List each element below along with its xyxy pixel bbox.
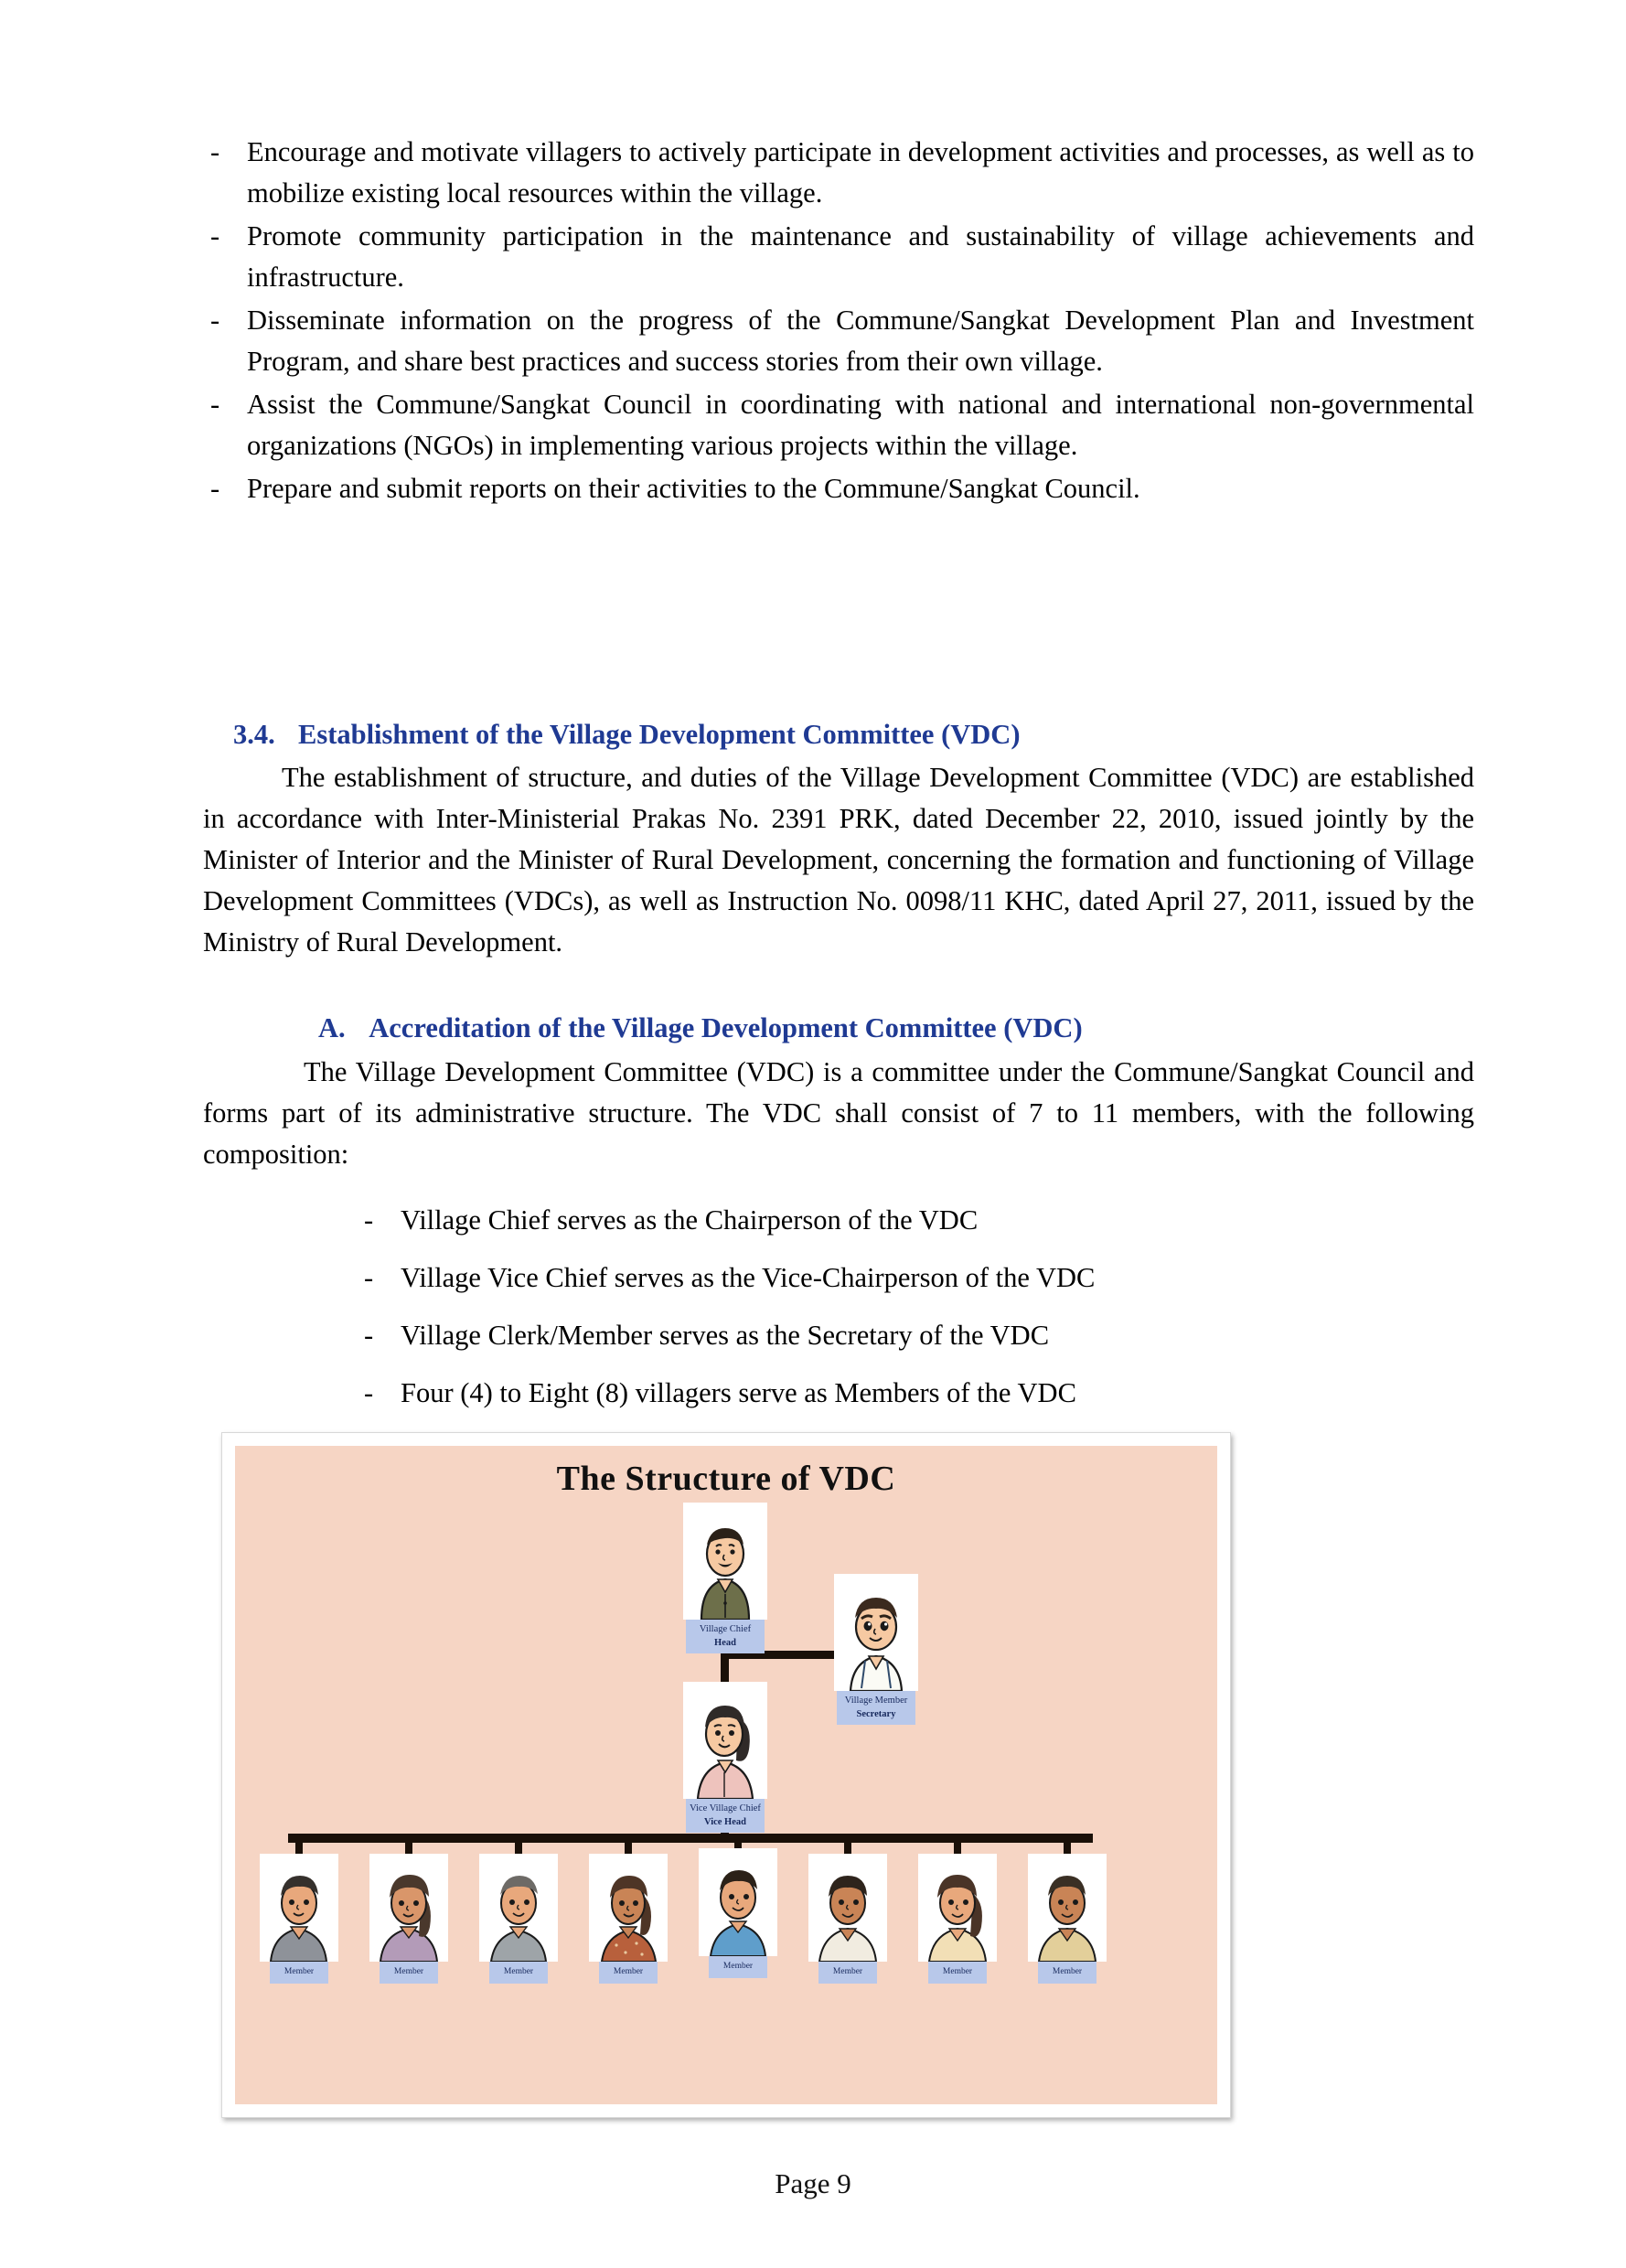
node-village-chief [683, 1503, 767, 1653]
section-A-paragraph-block [203, 1052, 1474, 1175]
list-item [357, 1200, 1436, 1241]
node-member [589, 1854, 668, 1984]
connector-member-stub [515, 1837, 522, 1856]
list-item-text: Assist the Commune/Sangkat Council in coordinating with national and international non-governmental organizations (NGOs) in implementing various projects within the village. [247, 389, 1474, 461]
connector-member-stub [295, 1837, 303, 1856]
connector-member-stub [405, 1837, 412, 1856]
list-item [357, 1315, 1436, 1356]
member-label: Member [709, 1956, 767, 1978]
list-item [357, 1373, 1436, 1414]
node-member [479, 1854, 558, 1984]
section-heading-row [318, 1009, 1480, 1047]
list-item [203, 132, 1474, 214]
avatar [808, 1854, 887, 1962]
member-label: Member [380, 1962, 438, 1984]
dash-bullet-icon: - [210, 389, 220, 420]
dash-bullet-icon: - [364, 1377, 374, 1408]
dash-bullet-icon: - [364, 1204, 374, 1236]
node-label [837, 1691, 915, 1725]
list-item-text: Disseminate information on the progress of the Commune/Sangkat Development Plan and Investment Program, and share best practices and success stories from their own village. [247, 305, 1474, 377]
composition-list [357, 1200, 1436, 1414]
dash-bullet-icon: - [210, 136, 220, 167]
list-item-text: Village Vice Chief serves as the Vice-Chairperson of the VDC [401, 1262, 1096, 1293]
dash-bullet-icon: - [364, 1320, 374, 1351]
list-item-text: Encourage and motivate villagers to actively participate in development activities and processes, as well as to mobilize existing local resources within the village. [247, 136, 1474, 209]
section-A-heading [318, 1009, 1480, 1047]
dash-bullet-icon: - [210, 473, 220, 504]
avatar [369, 1854, 448, 1962]
avatar [479, 1854, 558, 1962]
list-item [203, 384, 1474, 466]
node-position: Head [714, 1638, 736, 1648]
node-label [686, 1620, 765, 1653]
list-item-text: Prepare and submit reports on their activities to the Commune/Sangkat Council. [247, 473, 1140, 504]
duties-list-block [203, 132, 1474, 511]
composition-list-block [357, 1200, 1436, 1414]
node-member [808, 1854, 887, 1984]
list-item-text: Promote community participation in the maintenance and sustainability of village achievements and infrastructure. [247, 220, 1474, 293]
node-member [699, 1848, 777, 1978]
avatar [699, 1848, 777, 1956]
section-heading-row [233, 715, 1477, 754]
list-item [357, 1257, 1436, 1299]
page-number: Page 9 [775, 2167, 851, 2199]
section-number: A. [318, 1012, 346, 1043]
node-member [369, 1854, 448, 1984]
node-role: Village Member [844, 1696, 908, 1706]
node-position: Secretary [856, 1709, 896, 1719]
node-secretary [834, 1574, 918, 1725]
avatar [260, 1854, 338, 1962]
connector-member-stub [954, 1837, 961, 1856]
dash-bullet-icon: - [364, 1262, 374, 1293]
section-title: Accreditation of the Village Development Committee (VDC) [369, 1012, 1083, 1043]
connector-member-stub [1064, 1837, 1071, 1856]
figure-canvas [235, 1446, 1217, 2104]
list-item-text: Four (4) to Eight (8) villagers serve as Members of the VDC [401, 1377, 1076, 1408]
paragraph-text: The Village Development Committee (VDC) is a committee under the Commune/Sangkat Council and forms part of its administrative structure. The VDC shall consist of 7 to 11 members, with the following composition: [203, 1056, 1474, 1170]
list-item [203, 300, 1474, 382]
list-item [203, 216, 1474, 298]
connector-member-stub [625, 1837, 632, 1856]
avatar [589, 1854, 668, 1962]
node-role: Vice Village Chief [690, 1803, 761, 1813]
dash-bullet-icon: - [210, 220, 220, 251]
node-vice-chief [683, 1682, 767, 1833]
paragraph-text: The establishment of structure, and duties of the Village Development Committee (VDC) are established in accordance with Inter-Ministerial Prakas No. 2391 PRK, dated December 22, 2010, issued jointly by the Minister of Interior and the Minister of Rural Development, concerning the formation and functioning of Village Development Committees (VDCs), as well as Instruction No. 0098/11 KHC, dated April 27, 2011, issued by the Ministry of Rural Development. [203, 762, 1474, 957]
duties-list [203, 132, 1474, 509]
node-position: Vice Head [704, 1817, 746, 1827]
member-label: Member [928, 1962, 987, 1984]
member-label: Member [270, 1962, 328, 1984]
paragraph [203, 757, 1474, 963]
list-item [203, 468, 1474, 509]
paragraph [203, 1052, 1474, 1175]
node-member [260, 1854, 338, 1984]
section-34-paragraph-block [203, 757, 1474, 963]
node-member [918, 1854, 997, 1984]
avatar [683, 1682, 767, 1799]
node-role: Village Chief [699, 1624, 752, 1634]
dash-bullet-icon: - [210, 305, 220, 336]
member-label: Member [489, 1962, 548, 1984]
connector-member-stub [844, 1837, 851, 1856]
section-number: 3.4. [233, 719, 275, 750]
avatar [918, 1854, 997, 1962]
section-34-heading [233, 715, 1477, 754]
vdc-structure-figure [221, 1432, 1231, 2118]
avatar [683, 1503, 767, 1620]
list-item-text: Village Clerk/Member serves as the Secretary of the VDC [401, 1320, 1050, 1351]
member-label: Member [818, 1962, 877, 1984]
avatar [1028, 1854, 1107, 1962]
node-label [686, 1799, 765, 1833]
list-item-text: Village Chief serves as the Chairperson of the VDC [401, 1204, 979, 1236]
figure-title: The Structure of VDC [556, 1460, 896, 1498]
section-title: Establishment of the Village Development Committee (VDC) [298, 719, 1021, 750]
member-label: Member [1038, 1962, 1096, 1984]
avatar [834, 1574, 918, 1691]
node-member [1028, 1854, 1107, 1984]
member-label: Member [599, 1962, 658, 1984]
